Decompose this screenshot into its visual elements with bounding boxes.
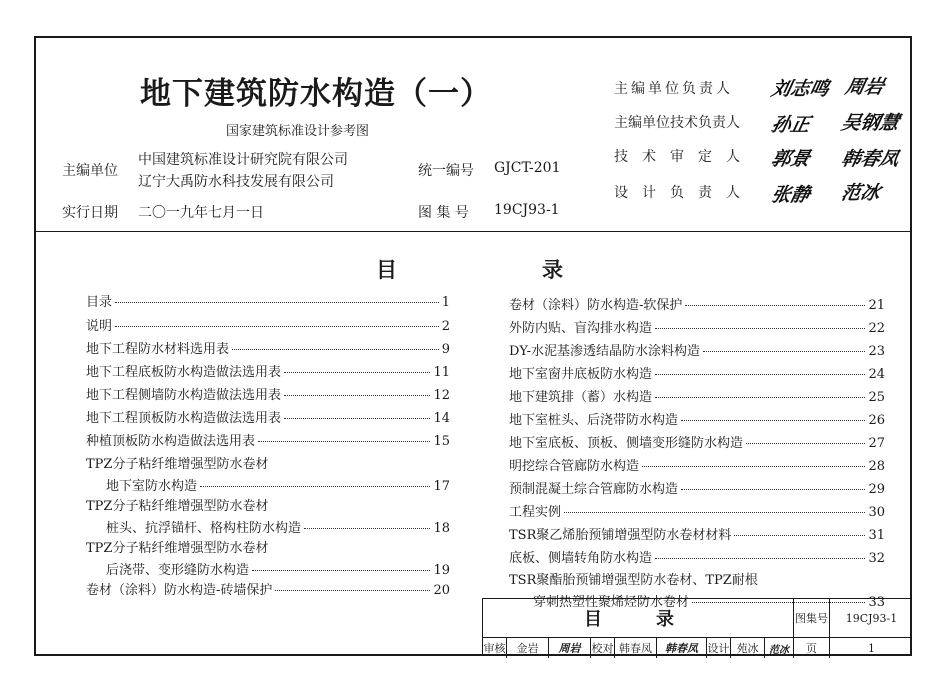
toc-entry[interactable]: 地下工程顶板防水构造做法选用表 14: [86, 411, 450, 426]
toc-entry-line1: TPZ分子粘纤维增强型防水卷材: [86, 457, 269, 472]
editor-unit-1: 中国建筑标准设计研究院有限公司: [138, 152, 348, 168]
page-label: 页: [794, 638, 830, 658]
design-name: 苑冰: [731, 638, 765, 658]
toc-entry-line1: TPZ分子粘纤维增强型防水卷材: [86, 541, 269, 556]
toc-entry-line1: TSR聚酯胎预铺增强型防水卷材、TPZ耐根: [509, 573, 758, 588]
signature: 刘志鸣: [769, 78, 832, 100]
review-name: 金岩: [507, 638, 549, 658]
title-block-name: 目 录: [483, 599, 794, 637]
atlas-no-value: 19CJ93-1: [494, 202, 560, 218]
toc-entry[interactable]: 后浇带、变形缝防水构造 19: [106, 563, 450, 578]
signature: 孙正: [769, 114, 813, 136]
review-label: 审核: [483, 638, 507, 658]
toc-entry[interactable]: 地下室窗井底板防水构造 24: [509, 367, 885, 382]
editor-unit-label: 主编单位: [62, 163, 118, 179]
title-block-row: [483, 637, 912, 658]
toc-entry[interactable]: 外防内贴、盲沟排水构造 22: [509, 321, 885, 336]
atlas-no-label: 图 集 号: [418, 205, 469, 221]
signature: 吴钢慧: [839, 112, 902, 134]
atlas-subtitle: 国家建筑标准设计参考图: [226, 124, 370, 139]
toc-entry[interactable]: 卷材（涂料）防水构造-软保护 21: [509, 298, 885, 313]
signature: 郭景: [769, 148, 813, 170]
signature: 范冰: [839, 182, 883, 204]
check-label: 校对: [591, 638, 615, 658]
role-label: 主编单位负责人: [614, 81, 733, 97]
toc-entry[interactable]: 地下工程侧墙防水构造做法选用表 12: [86, 388, 450, 403]
toc-entry-line1: TPZ分子粘纤维增强型防水卷材: [86, 499, 269, 514]
unified-no-value: GJCT-201: [494, 160, 561, 176]
toc-entry[interactable]: 地下室桩头、后浇带防水构造 26: [509, 413, 885, 428]
toc-entry[interactable]: 卷材（涂料）防水构造-砖墙保护 20: [86, 583, 450, 598]
toc-entry[interactable]: 预制混凝土综合管廊防水构造 29: [509, 482, 885, 497]
drawing-frame: [34, 36, 912, 656]
toc-entry[interactable]: 地下工程底板防水构造做法选用表 11: [86, 365, 450, 380]
role-label: 设计负责人: [614, 185, 754, 201]
title-block-atlas-label: 图集号: [794, 599, 830, 637]
toc-heading-left: 目: [376, 258, 397, 282]
signature: 韩春凤: [839, 148, 902, 170]
toc-entry[interactable]: TSR聚乙烯胎预铺增强型防水卷材材料 31: [509, 528, 885, 543]
toc-entry[interactable]: 地下室防水构造 17: [106, 479, 450, 494]
editor-unit-2: 辽宁大禹防水科技发展有限公司: [138, 174, 334, 190]
toc-entry[interactable]: 种植顶板防水构造做法选用表 15: [86, 434, 450, 449]
unified-no-label: 统一编号: [418, 163, 474, 179]
header-divider: [36, 231, 910, 232]
review-signature: 周岩: [549, 638, 591, 658]
toc-entry[interactable]: 桩头、抗浮锚杆、格构柱防水构造 18: [106, 521, 450, 536]
toc-entry[interactable]: DY-水泥基渗透结晶防水涂料构造 23: [509, 344, 885, 359]
design-label: 设计: [707, 638, 731, 658]
role-label: 技术审定人: [614, 149, 754, 165]
title-block: [482, 598, 912, 656]
atlas-title: 地下建筑防水构造（一）: [140, 76, 492, 112]
role-label: 主编单位技术负责人: [614, 115, 740, 131]
title-block-atlas-value: 19CJ93-1: [845, 611, 898, 625]
signature: 周岩: [843, 76, 887, 98]
toc-entry[interactable]: 目录 1: [86, 295, 450, 310]
toc-entry[interactable]: 说明 2: [86, 319, 450, 334]
design-signature: 范冰: [765, 638, 794, 658]
date-value: 二〇一九年七月一日: [138, 205, 264, 221]
toc-heading-right: 录: [542, 258, 563, 282]
toc-entry[interactable]: 底板、侧墙转角防水构造 32: [509, 551, 885, 566]
toc-entry[interactable]: 地下建筑排（蓄）水构造 25: [509, 390, 885, 405]
date-label: 实行日期: [62, 205, 118, 221]
toc-entry[interactable]: 地下工程防水材料选用表 9: [86, 342, 450, 357]
toc-entry[interactable]: 明挖综合管廊防水构造 28: [509, 459, 885, 474]
toc-entry[interactable]: 地下室底板、顶板、侧墙变形缝防水构造 27: [509, 436, 885, 451]
toc-entry[interactable]: 穿刺热塑性聚烯烃防水卷材 33: [533, 595, 885, 610]
check-signature: 韩春凤: [657, 638, 707, 658]
signature: 张静: [769, 184, 813, 206]
check-name: 韩春凤: [615, 638, 657, 658]
page-value: 1: [868, 641, 875, 655]
toc-entry[interactable]: 工程实例 30: [509, 505, 885, 520]
